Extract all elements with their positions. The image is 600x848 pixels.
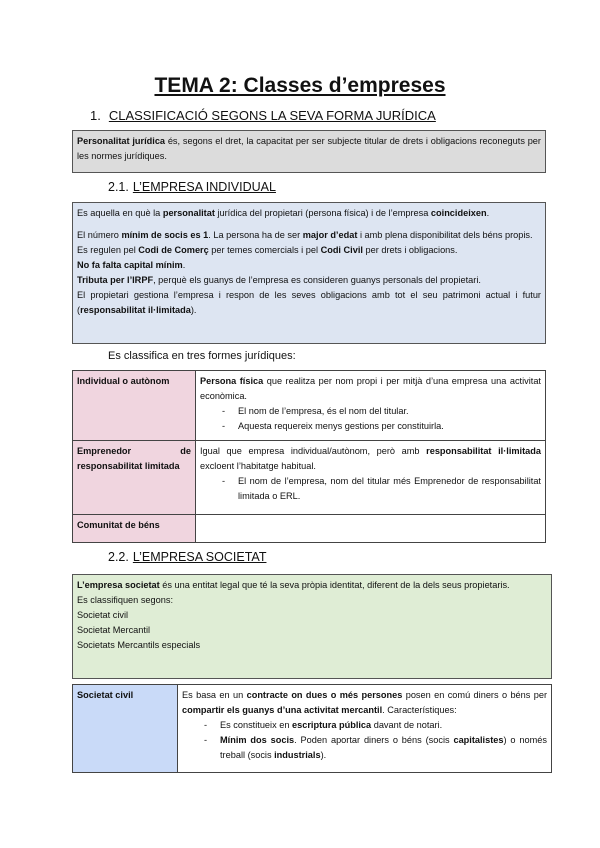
bold-term: contracte on dues o més persones [246, 690, 403, 700]
text: ). [190, 305, 197, 315]
table-label-cell [73, 515, 196, 543]
legal-personality-box [72, 130, 546, 173]
text: Es regulen pel [77, 245, 139, 255]
text: Es basa en un [182, 690, 247, 700]
legal-forms-table [72, 370, 546, 543]
row-label: Individual o autònom [77, 376, 170, 386]
bold-term: responsabilitat il·limitada [80, 305, 191, 315]
text: jurídica del propietari (persona física) i de l’empresa [214, 208, 431, 218]
civil-society-table [72, 684, 552, 773]
table-row [73, 685, 552, 773]
table-label-cell [73, 441, 196, 515]
text: per temes comercials i pel [208, 245, 321, 255]
text: El propietari gestiona l’empresa i respon de les seves obligacions amb tot el seu patrimoni actual i futur ( [77, 290, 541, 315]
list-item: - El nom de l’empresa, nom del titular més Emprenedor de responsabilitat limitada o ERL. [222, 474, 541, 504]
text: excloent l’habitatge habitual. [200, 461, 316, 471]
text: . [182, 260, 186, 270]
list-item [204, 733, 547, 763]
table-content-cell [196, 441, 546, 515]
text: és una entitat legal que té la seva pròpia identitat, diferent de la dels seus propietaris. [159, 580, 510, 590]
text: . Característiques: [382, 705, 457, 715]
text: Es classifiquen segons: [77, 595, 174, 605]
text: , perquè els guanys de l’empresa es consideren guanys personals del propietari. [153, 275, 481, 285]
bold-term: Mínim dos socis [220, 735, 295, 745]
text: Igual que empresa individual/autònom, però amb [200, 446, 427, 456]
table-content-cell [196, 515, 546, 543]
bold-term: personalitat [162, 208, 215, 218]
section-number: 2.1. [108, 180, 129, 194]
bold-term: compartir els guanys d’una activitat mercantil [182, 705, 383, 715]
section-number: 2.2. [108, 550, 129, 564]
bold-term: Codi de Comerç [138, 245, 209, 255]
bold-term: major d’edat [302, 230, 358, 240]
company-society-box [72, 574, 552, 679]
text: Es aquella en què la [77, 208, 163, 218]
section-title: L’EMPRESA SOCIETAT [132, 550, 267, 564]
section-title: L’EMPRESA INDIVIDUAL [132, 180, 276, 194]
bold-term: Tributa per l’IRPF [77, 275, 154, 285]
bold-term: mínim de socis es 1 [121, 230, 209, 240]
bold-term: escriptura pública [292, 720, 372, 730]
text: . [486, 208, 490, 218]
list-item: Societat Mercantil [77, 625, 151, 635]
section-number: 1. [90, 108, 101, 123]
page-title: TEMA 2: Classes d’empreses [154, 74, 446, 97]
bold-term: Persona física [200, 376, 264, 386]
text: . Poden aportar diners o béns (socis [294, 735, 454, 745]
text: davant de notari. [371, 720, 443, 730]
section-2-1-heading [108, 180, 276, 194]
text: Es constitueix en [220, 720, 293, 730]
individual-company-box [72, 202, 546, 344]
list-item: - Aquesta requereix menys gestions per constituirla. [222, 419, 541, 434]
list-item [204, 718, 547, 733]
text: i amb plena disponibilitat dels béns propis. [357, 230, 533, 240]
text: ). [320, 750, 327, 760]
text: per drets i obligacions. [362, 245, 458, 255]
bold-term: Codi Civil [320, 245, 363, 255]
bold-term: Personalitat jurídica [77, 136, 166, 146]
section-1-heading [90, 108, 436, 123]
row-label: Emprenedor de responsabilitat limitada [77, 446, 191, 471]
table-content-cell [196, 371, 546, 441]
table-row [73, 371, 546, 441]
text: . La persona ha de ser [208, 230, 303, 240]
table-row [73, 515, 546, 543]
table-label-cell [73, 685, 178, 773]
bold-term: L’empresa societat [77, 580, 160, 590]
text: posen en comú diners o béns per [402, 690, 548, 700]
bold-term: No fa falta capital mínim [77, 260, 183, 270]
row-label: Comunitat de béns [77, 520, 160, 530]
list-item: - El nom de l’empresa, és el nom del titular. [222, 404, 541, 419]
section-2-2-heading [108, 550, 266, 564]
row-label: Societat civil [77, 690, 134, 700]
text: és, segons el dret, la capacitat per ser subjecte titular de drets i obligacions reconeguts per les normes jurídiques. [77, 136, 541, 161]
table-content-cell [178, 685, 552, 773]
section-title: CLASSIFICACIÓ SEGONS LA SEVA FORMA JURÍDICA [108, 108, 436, 123]
text: ) o només treball (socis [220, 735, 547, 760]
list-item: Societats Mercantils especials [77, 640, 201, 650]
bold-term: industrials [274, 750, 321, 760]
bold-term: coincideixen [430, 208, 487, 218]
table-row [73, 441, 546, 515]
table-label-cell [73, 371, 196, 441]
text: que realitza per nom propi i per mitjà d’una empresa una activitat econòmica. [200, 376, 541, 401]
bold-term: capitalistes [453, 735, 504, 745]
text: El número [77, 230, 122, 240]
list-item: Societat civil [77, 610, 129, 620]
table-caption: Es classifica en tres formes jurídiques: [108, 350, 296, 362]
bold-term: responsabilitat il·limitada [426, 446, 541, 456]
